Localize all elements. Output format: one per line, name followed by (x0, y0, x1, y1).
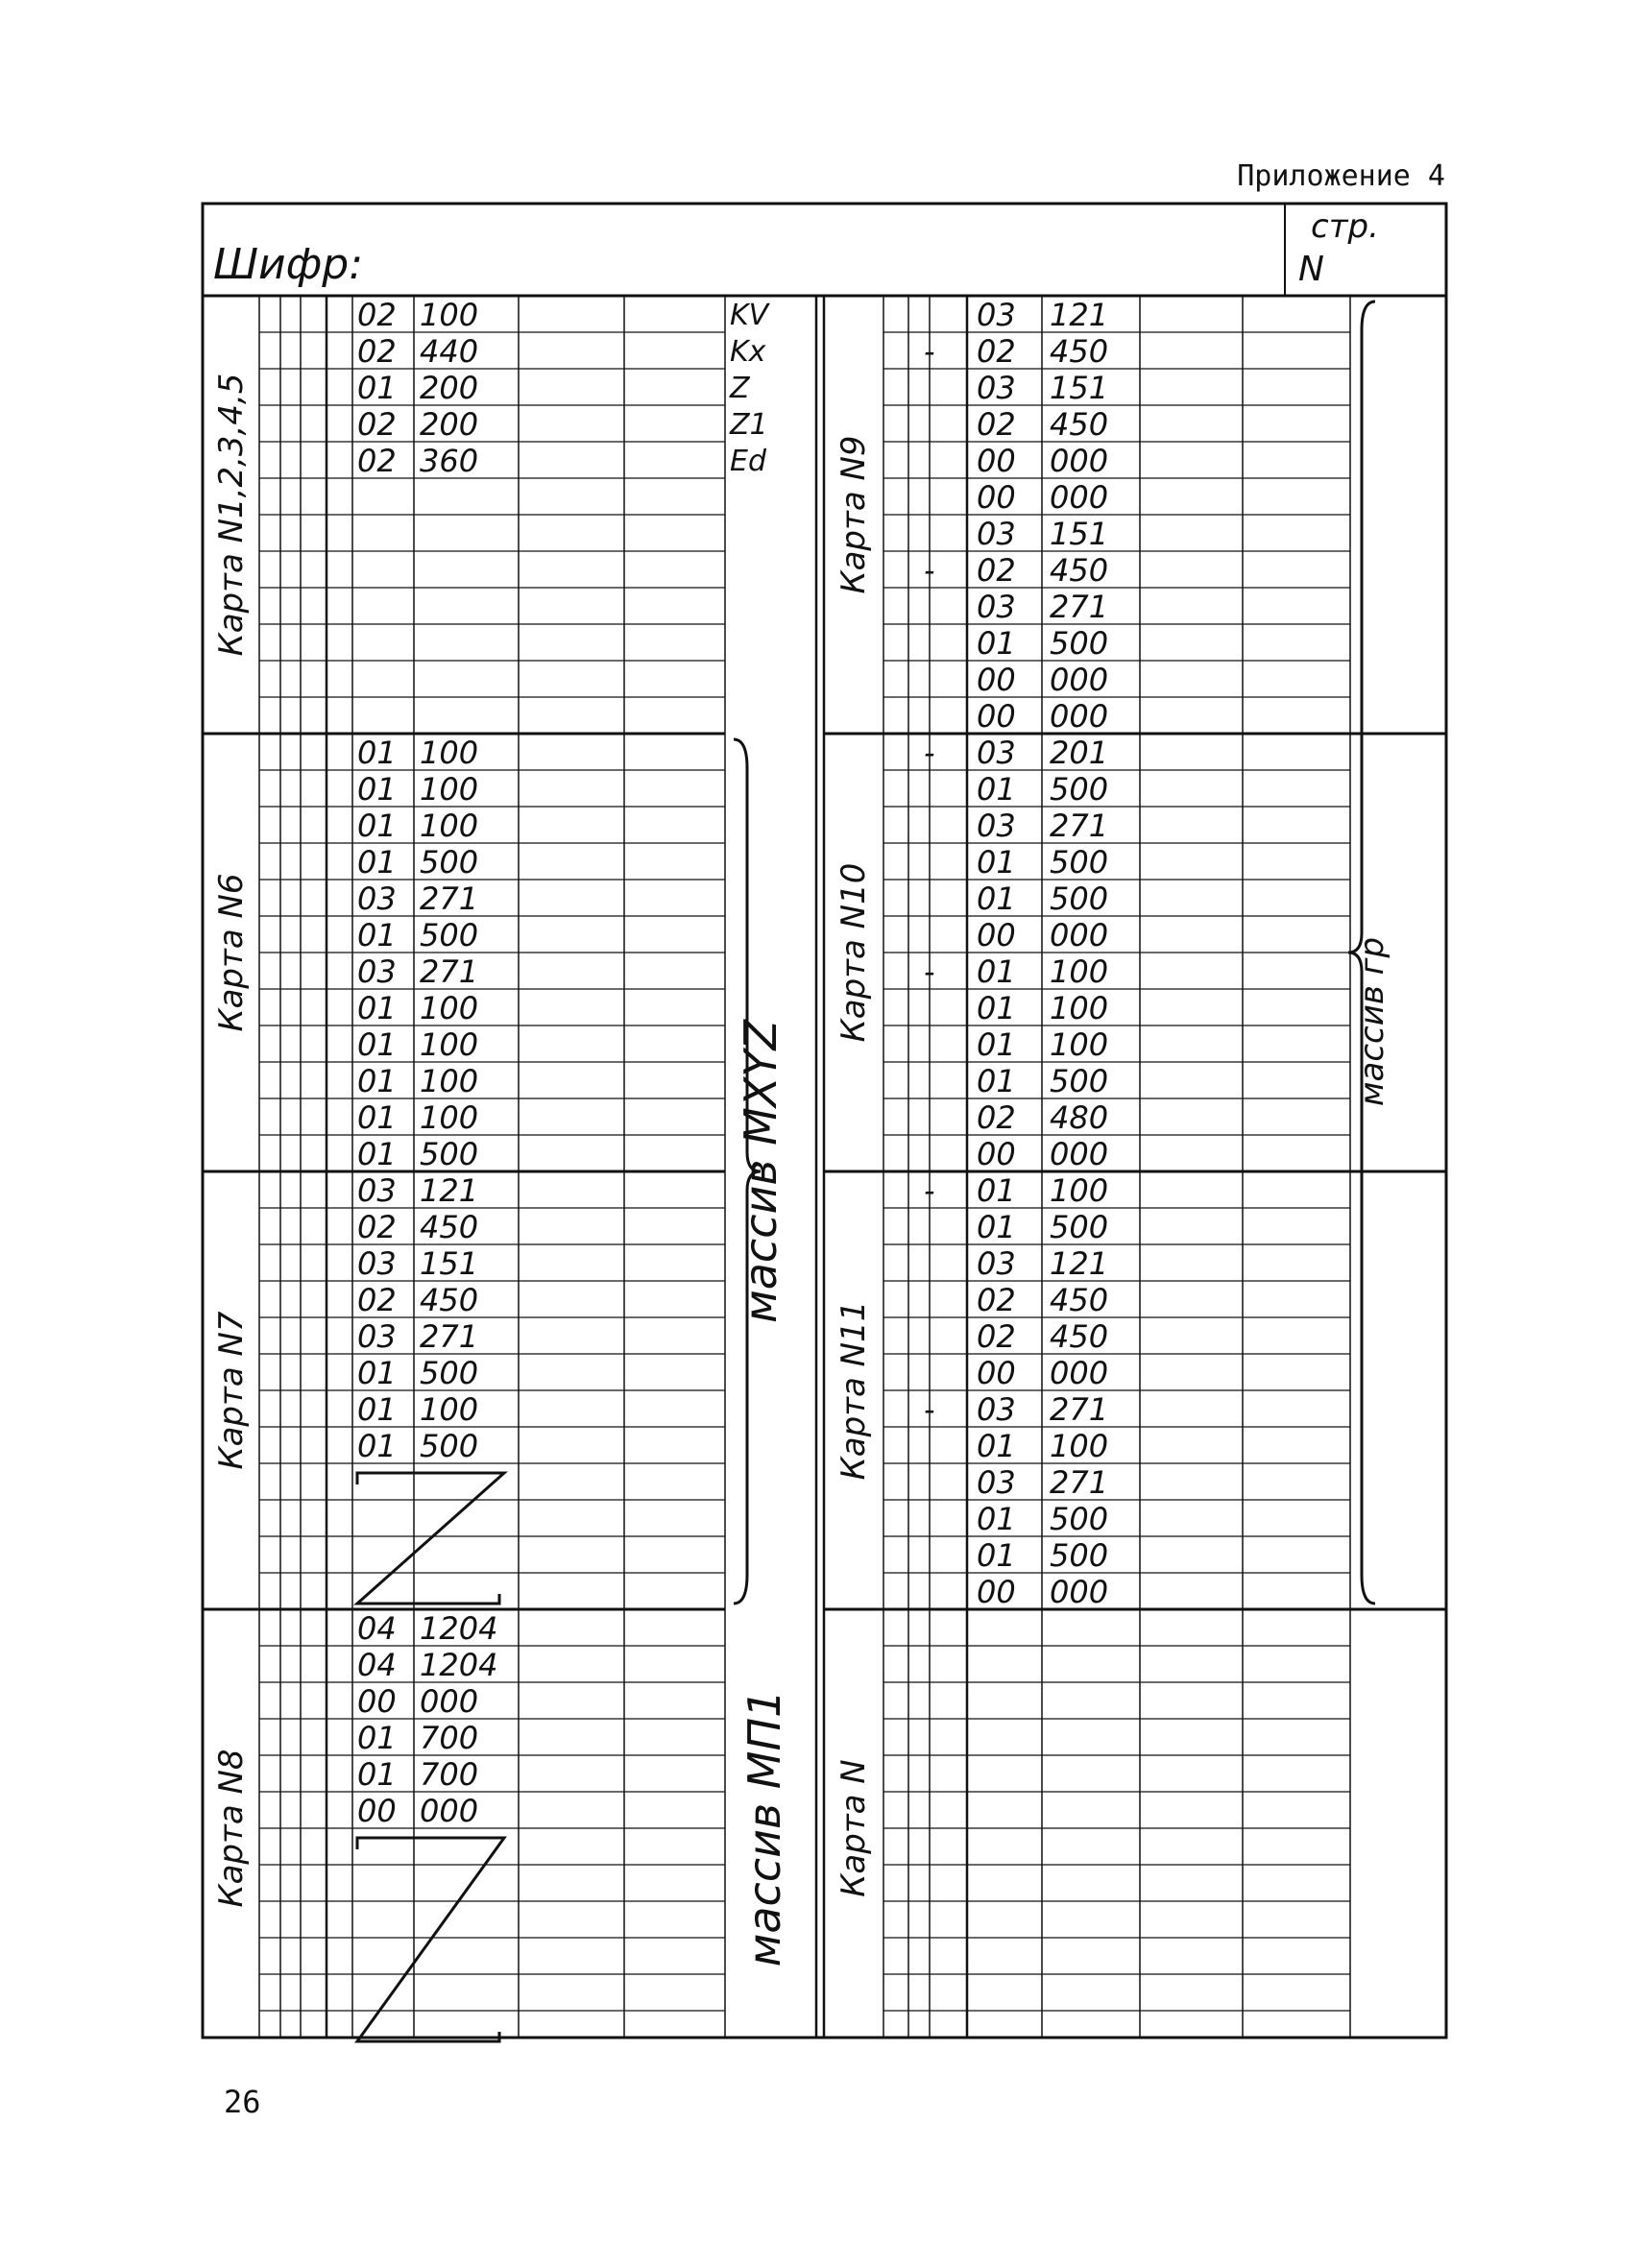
entry-code: 01 (977, 1063, 1016, 1099)
entry-value: 100 (420, 808, 479, 844)
entry-code: 00 (977, 1136, 1016, 1172)
entry-value: 450 (1050, 1318, 1109, 1355)
entry-code: 01 (357, 1099, 397, 1136)
entry-value: 100 (420, 1099, 479, 1136)
entry-value: 100 (420, 735, 479, 771)
entry-value: 151 (1050, 370, 1109, 406)
entry-code: 02 (357, 1282, 397, 1318)
entry-code: 02 (977, 333, 1016, 370)
card-label-right: Карта N11 (835, 1300, 873, 1481)
page-number-label: N (1298, 250, 1324, 289)
entry-code: 01 (977, 953, 1016, 990)
entry-value: 500 (1050, 844, 1109, 881)
card-label-left: Карта N7 (212, 1311, 251, 1470)
entry-code: 01 (357, 1720, 397, 1756)
entry-value: 200 (420, 370, 479, 406)
appendix-label: Приложение 4 (1237, 159, 1445, 193)
entry-value: 450 (1050, 406, 1109, 443)
entry-dash: - (924, 333, 935, 370)
entry-code: 01 (357, 771, 397, 808)
entry-value: 200 (420, 406, 479, 443)
card-label-right: Карта N9 (835, 435, 873, 594)
entry-code: 01 (357, 1756, 397, 1793)
entry-value: 100 (420, 1063, 479, 1099)
entry-note: Z1 (730, 408, 768, 442)
entry-value: 000 (1050, 917, 1109, 953)
z-mark (357, 1473, 504, 1604)
entry-value: 450 (420, 1209, 479, 1245)
entry-code: 01 (977, 1209, 1016, 1245)
entry-code: 03 (977, 1464, 1016, 1501)
entry-value: 100 (1050, 953, 1109, 990)
entry-value: 100 (1050, 1428, 1109, 1464)
entry-code: 01 (977, 844, 1016, 881)
entry-value: 450 (420, 1282, 479, 1318)
entry-value: 500 (1050, 881, 1109, 917)
entry-value: 000 (1050, 443, 1109, 479)
entry-value: 100 (420, 1026, 479, 1063)
entry-code: 02 (357, 297, 397, 333)
entry-code: 04 (357, 1610, 397, 1647)
entry-value: 000 (1050, 1136, 1109, 1172)
entry-value: 500 (1050, 1209, 1109, 1245)
entry-value: 000 (1050, 479, 1109, 516)
entry-code: 01 (977, 1428, 1016, 1464)
entry-value: 271 (420, 953, 479, 990)
entry-value: 700 (420, 1756, 479, 1793)
massiv-mp1-label: массив МП1 (738, 1689, 790, 1967)
entry-code: 00 (977, 443, 1016, 479)
entry-code: 03 (357, 1172, 397, 1209)
entry-code: 01 (357, 1428, 397, 1464)
entry-value: 100 (420, 990, 479, 1026)
entry-value: 450 (1050, 333, 1109, 370)
entry-code: 01 (357, 1355, 397, 1391)
entry-code: 01 (357, 1391, 397, 1428)
entry-value: 100 (420, 771, 479, 808)
entry-value: 201 (1050, 735, 1109, 771)
entry-code: 03 (977, 1245, 1016, 1282)
entry-code: 00 (357, 1793, 397, 1829)
entry-code: 03 (977, 516, 1016, 552)
entry-code: 01 (357, 990, 397, 1026)
entry-code: 02 (977, 1318, 1016, 1355)
card-label-left: Карта N1,2,3,4,5 (212, 373, 251, 657)
entry-code: 03 (977, 1391, 1016, 1428)
entry-code: 01 (357, 1063, 397, 1099)
entry-value: 1204 (420, 1647, 498, 1683)
card-label-left: Карта N6 (212, 873, 251, 1032)
entry-code: 00 (977, 662, 1016, 698)
entry-value: 500 (1050, 1501, 1109, 1537)
entry-note: Ed (730, 445, 766, 478)
entry-value: 360 (420, 443, 479, 479)
entry-dash: - (924, 1172, 935, 1209)
entry-value: 480 (1050, 1099, 1109, 1136)
entry-value: 121 (1050, 1245, 1109, 1282)
entry-code: 01 (977, 1537, 1016, 1574)
entry-value: 271 (1050, 808, 1109, 844)
entry-value: 500 (420, 1355, 479, 1391)
entry-code: 03 (977, 589, 1016, 625)
entry-code: 01 (977, 881, 1016, 917)
entry-code: 00 (977, 1574, 1016, 1610)
entry-code: 02 (357, 333, 397, 370)
table-entries (357, 297, 1108, 2041)
entry-value: 100 (1050, 990, 1109, 1026)
entry-code: 01 (357, 370, 397, 406)
entry-code: 03 (977, 735, 1016, 771)
entry-value: 000 (1050, 1355, 1109, 1391)
entry-code: 03 (357, 1245, 397, 1282)
entry-code: 02 (357, 443, 397, 479)
entry-code: 03 (357, 953, 397, 990)
entry-code: 00 (977, 1355, 1016, 1391)
entry-value: 1204 (420, 1610, 498, 1647)
entry-code: 01 (357, 844, 397, 881)
entry-value: 450 (1050, 552, 1109, 589)
massiv-mxyz-label: массив MXYZ (735, 1020, 786, 1323)
entry-code: 00 (357, 1683, 397, 1720)
entry-dash: - (924, 735, 935, 771)
entry-value: 271 (1050, 1464, 1109, 1501)
entry-value: 500 (420, 844, 479, 881)
card-label-right: Карта N10 (835, 862, 873, 1043)
entry-value: 121 (420, 1172, 479, 1209)
entry-value: 100 (420, 1391, 479, 1428)
massiv-gr-label: массив гр (1353, 936, 1391, 1107)
card-label-right: Карта N (835, 1759, 873, 1897)
entry-code: 02 (977, 552, 1016, 589)
entry-code: 00 (977, 698, 1016, 735)
entry-code: 02 (977, 406, 1016, 443)
entry-value: 151 (420, 1245, 479, 1282)
entry-value: 271 (1050, 589, 1109, 625)
entry-value: 000 (420, 1683, 479, 1720)
entry-code: 01 (357, 735, 397, 771)
entry-code: 02 (977, 1282, 1016, 1318)
entry-value: 100 (420, 297, 479, 333)
entry-code: 03 (357, 881, 397, 917)
page-label: стр. (1311, 207, 1379, 246)
entry-code: 02 (357, 1209, 397, 1245)
entry-code: 01 (357, 1026, 397, 1063)
entry-value: 500 (420, 1136, 479, 1172)
page-number: 26 (224, 2084, 261, 2120)
entry-code: 03 (977, 370, 1016, 406)
entry-code: 03 (357, 1318, 397, 1355)
entry-dash: - (924, 953, 935, 990)
entry-value: 500 (1050, 1063, 1109, 1099)
entry-value: 000 (1050, 698, 1109, 735)
entry-code: 01 (357, 917, 397, 953)
entry-note: Kx (730, 335, 766, 369)
entry-value: 271 (1050, 1391, 1109, 1428)
entry-value: 000 (1050, 662, 1109, 698)
entry-value: 500 (420, 917, 479, 953)
entry-value: 000 (1050, 1574, 1109, 1610)
entry-code: 00 (977, 479, 1016, 516)
entry-code: 01 (977, 625, 1016, 662)
entry-code: 01 (357, 808, 397, 844)
entry-value: 500 (420, 1428, 479, 1464)
entry-code: 01 (977, 1172, 1016, 1209)
entry-value: 100 (1050, 1026, 1109, 1063)
entry-code: 04 (357, 1647, 397, 1683)
cipher-label: Шифр: (213, 240, 364, 289)
entry-dash: - (924, 1391, 935, 1428)
entry-code: 01 (977, 1501, 1016, 1537)
entry-value: 700 (420, 1720, 479, 1756)
entry-value: 100 (1050, 1172, 1109, 1209)
entry-code: 01 (977, 1026, 1016, 1063)
entry-code: 03 (977, 808, 1016, 844)
entry-value: 500 (1050, 771, 1109, 808)
entry-code: 00 (977, 917, 1016, 953)
entry-code: 02 (977, 1099, 1016, 1136)
entry-code: 02 (357, 406, 397, 443)
entry-value: 271 (420, 881, 479, 917)
entry-value: 271 (420, 1318, 479, 1355)
card-label-left: Карта N8 (212, 1749, 251, 1908)
entry-code: 01 (977, 771, 1016, 808)
entry-value: 440 (420, 333, 479, 370)
entry-value: 121 (1050, 297, 1109, 333)
entry-value: 500 (1050, 625, 1109, 662)
entry-value: 500 (1050, 1537, 1109, 1574)
entry-value: 450 (1050, 1282, 1109, 1318)
entry-value: 000 (420, 1793, 479, 1829)
entry-code: 01 (977, 990, 1016, 1026)
entry-note: Z (730, 372, 750, 405)
entry-value: 151 (1050, 516, 1109, 552)
entry-note: KV (730, 299, 769, 332)
entry-code: 03 (977, 297, 1016, 333)
entry-dash: - (924, 552, 935, 589)
entry-code: 01 (357, 1136, 397, 1172)
